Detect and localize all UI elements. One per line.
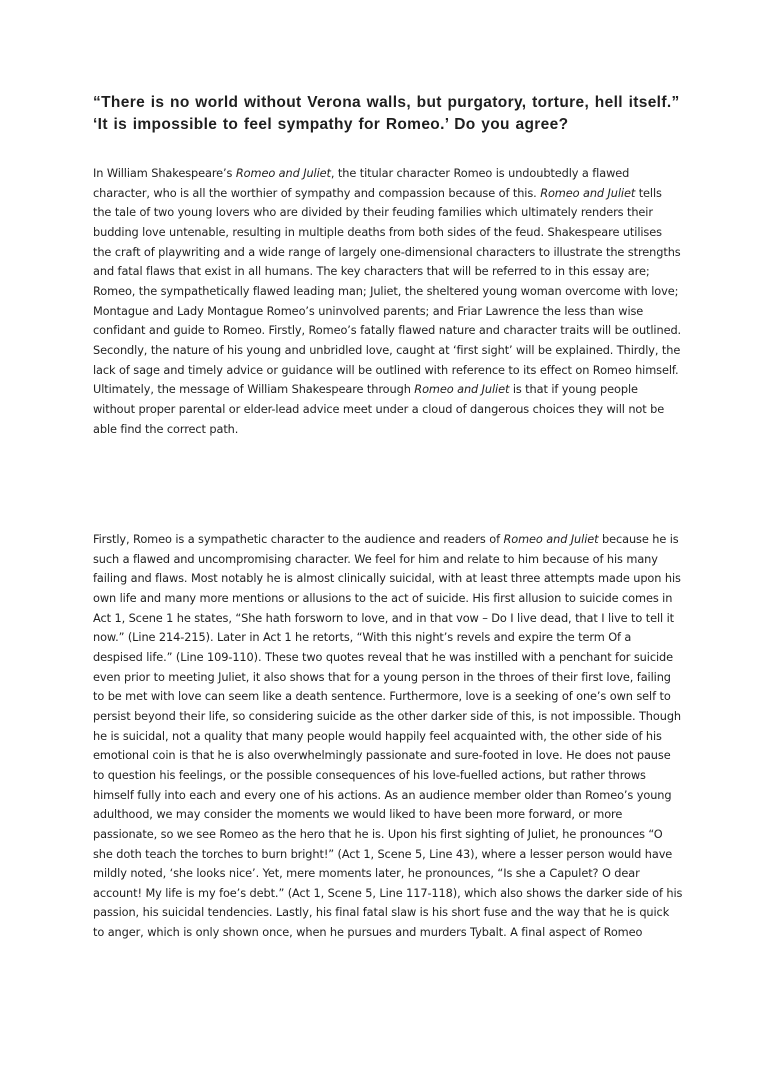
text-segment: tells the tale of two young lovers who are divided by their feuding families which ultimately renders their budding love untenable, resulting in multiple deaths from both sides of the feud. Shakespeare utilises the craft of playwriting and a wide range of largely one-dimensional characters to illustrate the strengths and fatal flaws that exist in all humans. The key characters that will be referred to in this essay are; Romeo, the sympathetically flawed leading man; Juliet, the sheltered young woman overcome with love; Montague and Lady Montague Romeo’s uninvolved parents; and Friar Lawrence the less than wise confidant and guide to Romeo. Firstly, Romeo’s fatally flawed nature and character traits will be outlined. Secondly, the nature of his young and unbridled love, caught at ‘first sight’ will be explained. Thirdly, the lack of sage and timely advice or guidance will be outlined with reference to its effect on Romeo himself. Ultimately, the message of William Shakespeare through <box>93 185 682 397</box>
play-title-italic: Romeo and Juliet <box>414 382 510 397</box>
play-title-italic: Romeo and Juliet <box>503 532 599 546</box>
play-title-italic: Romeo and Juliet <box>540 185 636 200</box>
text-segment: In William Shakespeare’s <box>93 166 236 180</box>
text-segment: , the titular character Romeo is undoubtedly a flawed character, who is all the worthier of sympathy and compassion because of this. <box>93 166 630 200</box>
text-segment: Firstly, Romeo is a sympathetic character to the audience and readers of <box>93 532 504 546</box>
body-paragraph <box>93 530 683 943</box>
intro-paragraph <box>93 164 683 439</box>
play-title-italic: Romeo and Juliet <box>235 166 331 180</box>
essay-question-heading: “There is no world without Verona walls, but purgatory, torture, hell itself.” ‘It is impossible to feel sympathy for Romeo.’ Do you agree? <box>93 94 680 133</box>
text-segment: because he is such a flawed and uncompromising character. We feel for him and relate to him because of his many failing and flaws. Most notably he is almost clinically suicidal, with at least three attempts made upon his own life and many more mentions or allusions to the act of suicide. His first allusion to suicide comes in Act 1, Scene 1 he states, “She hath forsworn to love, and in that vow – Do I live dead, that I live to tell it now.” (Line 214-215). Later in Act 1 he retorts, “With this night’s revels and expire the term Of a despised life.” (Line 109-110). These two quotes reveal that he was instilled with a penchant for suicide even prior to meeting Juliet, it also shows that for a young person in the throes of their first love, failing to be met with love can seem like a death sentence. Furthermore, love is a seeking of one’s own self to persist beyond their life, so considering suicide as the other darker side of this, is not impossible. Though he is suicidal, not a quality that many people would happily feel acquainted with, the other side of his emotional coin is that he is also overwhelmingly passionate and sure-footed in love. He does not pause to question his feelings, or the possible consequences of his love-fuelled actions, but rather throws himself fully into each and every one of his actions. As an audience member older than Romeo’s young adulthood, we may consider the moments we would liked to have been more forward, or more passionate, so we see Romeo as the hero that he is. Upon his first sighting of Juliet, he pronounces “O she doth teach the torches to burn bright!” (Act 1, Scene 5, Line 43), where a lesser person would have mildly noted, ‘she looks nice’. Yet, mere moments later, he pronounces, “Is she a Capulet? O dear account! My life is my foe’s debt.” (Act 1, Scene 5, Line 117-118), which also shows the darker side of his passion, his suicidal tendencies. Lastly, his final fatal slaw is his short fuse and the way that he is quick to anger, which is only shown once, when he pursues and murders Tybalt. A final aspect of Romeo <box>93 532 683 940</box>
text-segment: is that if young people without proper parental or elder-lead advice meet under a cloud of dangerous choices they will not be able find the correct path. <box>93 382 665 436</box>
